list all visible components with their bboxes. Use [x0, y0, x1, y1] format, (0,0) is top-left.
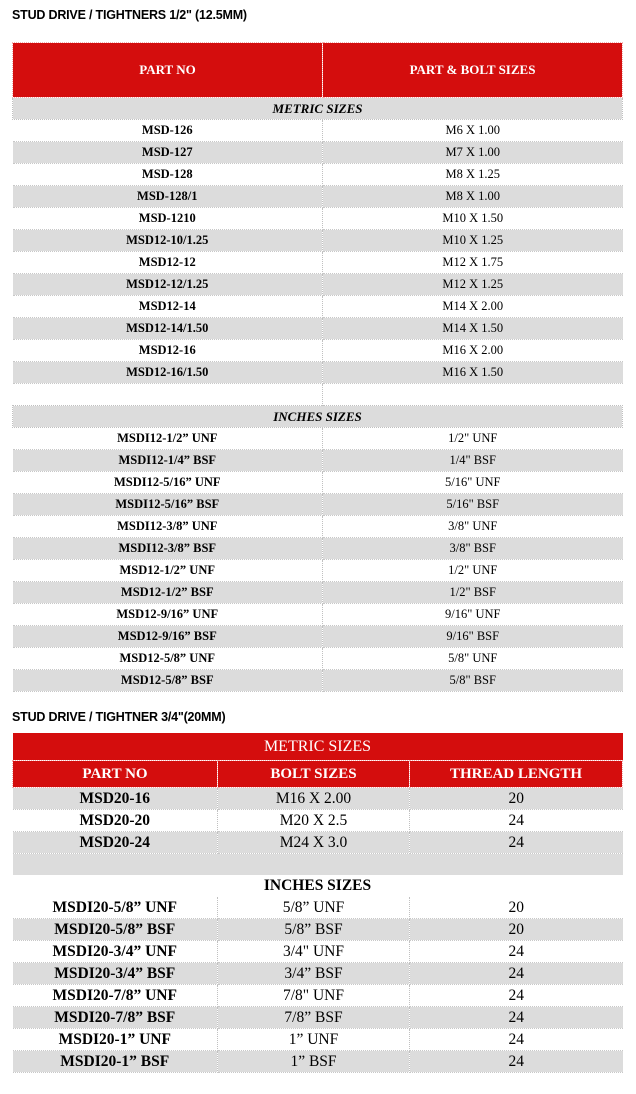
size-cell: 3/8" BSF	[323, 538, 623, 560]
table-title-row	[13, 733, 623, 761]
table-row	[13, 582, 623, 604]
table-row	[13, 318, 623, 340]
part-cell: MSDI20-5/8” UNF	[13, 897, 218, 919]
bolt-cell: 1” UNF	[218, 1029, 410, 1051]
table-row	[13, 538, 623, 560]
part-cell: MSD-126	[13, 120, 323, 142]
spacer-row	[13, 854, 623, 876]
size-cell: M12 X 1.25	[323, 274, 623, 296]
size-cell: M10 X 1.50	[323, 208, 623, 230]
size-cell: 5/16" BSF	[323, 494, 623, 516]
col-header-thread-length: THREAD LENGTH	[410, 761, 623, 788]
size-cell: 1/2" BSF	[323, 582, 623, 604]
table-row	[13, 670, 623, 692]
size-cell: M12 X 1.75	[323, 252, 623, 274]
size-cell: 3/8" UNF	[323, 516, 623, 538]
part-cell: MSDI20-3/4” BSF	[13, 963, 218, 985]
part-cell: MSDI20-1” UNF	[13, 1029, 218, 1051]
size-cell: 1/2" UNF	[323, 428, 623, 450]
section-row-inches	[13, 875, 623, 897]
part-cell: MSD12-5/8” BSF	[13, 670, 323, 692]
thread-cell: 24	[410, 1029, 623, 1051]
part-cell: MSD12-16/1.50	[13, 362, 323, 384]
size-cell: M16 X 2.00	[323, 340, 623, 362]
section-row-metric	[13, 98, 623, 120]
thread-cell: 20	[410, 897, 623, 919]
part-cell: MSDI12-5/16” BSF	[13, 494, 323, 516]
table-row	[13, 274, 623, 296]
table-row	[13, 252, 623, 274]
table-row	[13, 626, 623, 648]
thread-cell: 24	[410, 1051, 623, 1073]
table-row	[13, 230, 623, 252]
table-row	[13, 142, 623, 164]
part-cell: MSD12-10/1.25	[13, 230, 323, 252]
part-cell: MSDI20-1” BSF	[13, 1051, 218, 1073]
part-cell: MSDI20-5/8” BSF	[13, 919, 218, 941]
size-cell: M8 X 1.00	[323, 186, 623, 208]
part-cell: MSD12-16	[13, 340, 323, 362]
table-row	[13, 164, 623, 186]
part-cell: MSD-127	[13, 142, 323, 164]
section-label-metric: METRIC SIZES	[13, 98, 623, 120]
size-cell: M16 X 1.50	[323, 362, 623, 384]
table-row	[13, 472, 623, 494]
part-cell: MSD-1210	[13, 208, 323, 230]
part-cell: MSD12-5/8” UNF	[13, 648, 323, 670]
part-cell: MSDI20-7/8” UNF	[13, 985, 218, 1007]
thread-cell: 24	[410, 985, 623, 1007]
size-cell: 5/16" UNF	[323, 472, 623, 494]
part-cell: MSD20-24	[13, 832, 218, 854]
table1-heading: STUD DRIVE / TIGHTNERS 1/2" (12.5MM)	[12, 8, 247, 22]
size-cell: 1/4" BSF	[323, 450, 623, 472]
thread-cell: 24	[410, 810, 623, 832]
thread-cell: 24	[410, 1007, 623, 1029]
part-cell: MSD12-9/16” BSF	[13, 626, 323, 648]
part-cell: MSD12-14	[13, 296, 323, 318]
table-row	[13, 208, 623, 230]
col-header-bolt-sizes: BOLT SIZES	[218, 761, 410, 788]
thread-cell: 24	[410, 832, 623, 854]
thread-cell: 24	[410, 963, 623, 985]
table-row	[13, 494, 623, 516]
table-row	[13, 186, 623, 208]
part-cell: MSD20-20	[13, 810, 218, 832]
bolt-cell: 7/8” BSF	[218, 1007, 410, 1029]
part-cell: MSDI20-7/8” BSF	[13, 1007, 218, 1029]
size-cell: M6 X 1.00	[323, 120, 623, 142]
part-cell: MSD20-16	[13, 788, 218, 810]
table-row	[13, 340, 623, 362]
part-cell: MSDI20-3/4” UNF	[13, 941, 218, 963]
table-row	[13, 810, 623, 832]
table-row	[13, 296, 623, 318]
bolt-cell: 3/4" UNF	[218, 941, 410, 963]
table2-heading: STUD DRIVE / TIGHTNER 3/4"(20MM)	[12, 710, 226, 724]
table-row	[13, 897, 623, 919]
size-cell: M10 X 1.25	[323, 230, 623, 252]
part-cell: MSDI12-3/8” BSF	[13, 538, 323, 560]
table-row	[13, 516, 623, 538]
table-row	[13, 362, 623, 384]
col-header-part-bolt-sizes: PART & BOLT SIZES	[323, 43, 623, 98]
table-row	[13, 941, 623, 963]
spacer-row	[13, 384, 623, 406]
table-header-row	[13, 43, 623, 98]
table-row	[13, 560, 623, 582]
part-cell: MSD12-1/2” BSF	[13, 582, 323, 604]
bolt-cell: 5/8” BSF	[218, 919, 410, 941]
table-row	[13, 919, 623, 941]
stud-drive-half-inch-table	[12, 42, 623, 692]
size-cell: 1/2" UNF	[323, 560, 623, 582]
table-row	[13, 963, 623, 985]
bolt-cell: M20 X 2.5	[218, 810, 410, 832]
size-cell: M14 X 2.00	[323, 296, 623, 318]
table-row	[13, 1029, 623, 1051]
size-cell: 9/16" UNF	[323, 604, 623, 626]
size-cell: M8 X 1.25	[323, 164, 623, 186]
size-cell: 9/16" BSF	[323, 626, 623, 648]
part-cell: MSDI12-1/4” BSF	[13, 450, 323, 472]
part-cell: MSD12-1/2” UNF	[13, 560, 323, 582]
table-row	[13, 1051, 623, 1073]
part-cell: MSD12-14/1.50	[13, 318, 323, 340]
size-cell: M7 X 1.00	[323, 142, 623, 164]
bolt-cell: M24 X 3.0	[218, 832, 410, 854]
col-header-part-no: PART NO	[13, 43, 323, 98]
thread-cell: 24	[410, 941, 623, 963]
size-cell: M14 X 1.50	[323, 318, 623, 340]
size-cell: 5/8" BSF	[323, 670, 623, 692]
table-row	[13, 648, 623, 670]
part-cell: MSD-128/1	[13, 186, 323, 208]
table-row	[13, 450, 623, 472]
part-cell: MSDI12-1/2” UNF	[13, 428, 323, 450]
part-cell: MSD12-12	[13, 252, 323, 274]
part-cell: MSDI12-3/8” UNF	[13, 516, 323, 538]
part-cell: MSDI12-5/16” UNF	[13, 472, 323, 494]
part-cell: MSD12-9/16” UNF	[13, 604, 323, 626]
bolt-cell: 5/8” UNF	[218, 897, 410, 919]
bolt-cell: 1” BSF	[218, 1051, 410, 1073]
table-row	[13, 120, 623, 142]
col-header-part-no: PART NO	[13, 761, 218, 788]
thread-cell: 20	[410, 788, 623, 810]
table-row	[13, 788, 623, 810]
table-row	[13, 604, 623, 626]
section-row-inches	[13, 406, 623, 428]
table-row	[13, 1007, 623, 1029]
stud-drive-three-quarter-inch-table	[12, 733, 623, 1073]
table-title-metric: METRIC SIZES	[13, 733, 623, 761]
table-header-row	[13, 761, 623, 788]
table-row	[13, 832, 623, 854]
table-row	[13, 428, 623, 450]
table-row	[13, 985, 623, 1007]
section-label-inches: INCHES SIZES	[13, 406, 623, 428]
bolt-cell: 3/4” BSF	[218, 963, 410, 985]
part-cell: MSD12-12/1.25	[13, 274, 323, 296]
bolt-cell: M16 X 2.00	[218, 788, 410, 810]
thread-cell: 20	[410, 919, 623, 941]
size-cell: 5/8" UNF	[323, 648, 623, 670]
part-cell: MSD-128	[13, 164, 323, 186]
bolt-cell: 7/8" UNF	[218, 985, 410, 1007]
section-label-inches: INCHES SIZES	[263, 877, 372, 894]
